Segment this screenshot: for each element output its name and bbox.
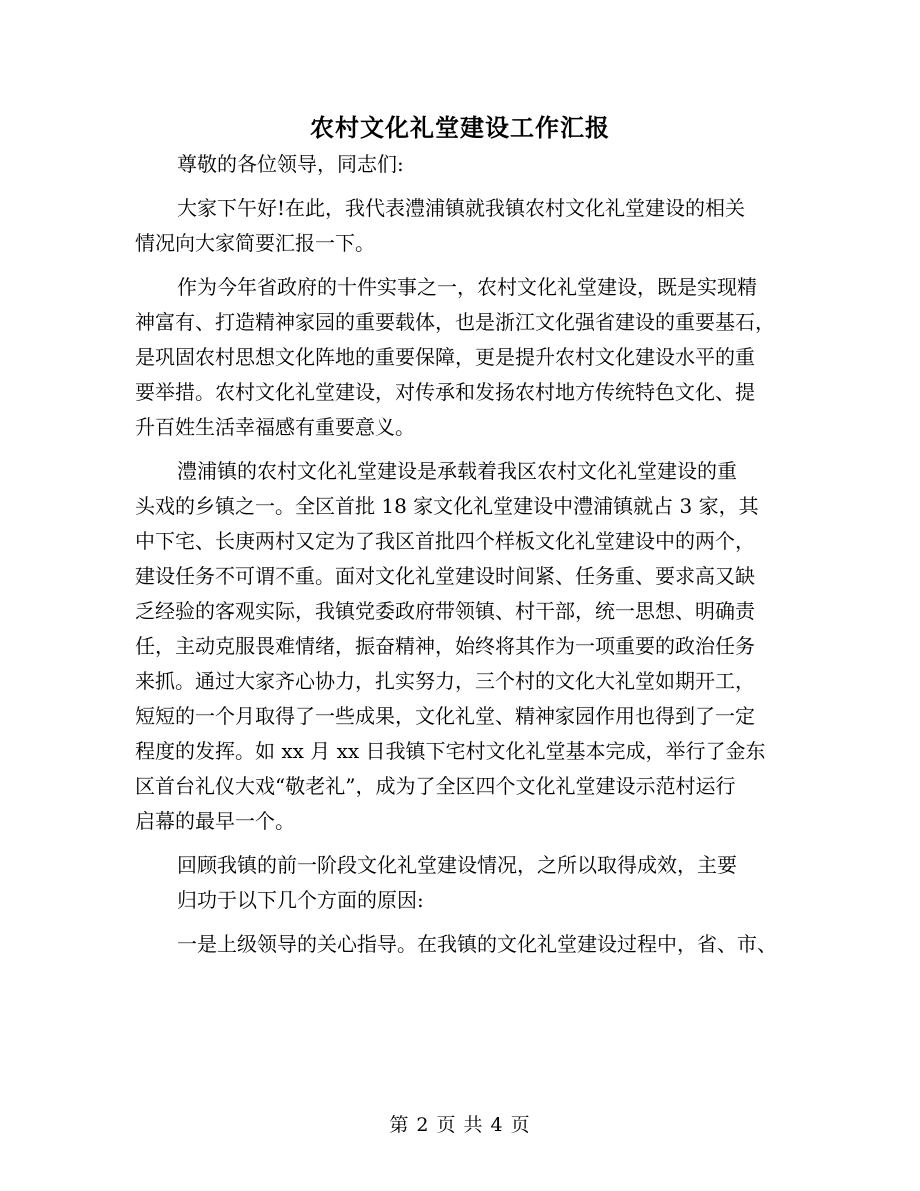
paragraph-line: 头戏的乡镇之一。全区首批 18 家文化礼堂建设中澧浦镇就占 3 家，其 [135, 494, 759, 518]
paragraph-line: 建设任务不可谓不重。面对文化礼堂建设时间紧、任务重、要求高又缺 [135, 564, 755, 588]
paragraph-line: 作为今年省政府的十件实事之一，农村文化礼堂建设，既是实现精 [177, 275, 757, 299]
paragraph-line: 归功于以下几个方面的原因: [177, 888, 424, 912]
paragraph-line: 要举措。农村文化礼堂建设，对传承和发扬农村地方传统特色文化、提 [135, 380, 755, 404]
document-body [135, 147, 785, 962]
paragraph-line: 来抓。通过大家齐心协力，扎实努力，三个村的文化大礼堂如期开工， [135, 669, 755, 693]
page-number-footer: 第 2 页 共 4 页 [389, 1114, 531, 1136]
document-title: 农村文化礼堂建设工作汇报 [310, 113, 610, 142]
paragraph-line: 是巩固农村思想文化阵地的重要保障，更是提升农村文化建设水平的重 [135, 345, 755, 369]
paragraph-line: 大家下午好!在此，我代表澧浦镇就我镇农村文化礼堂建设的相关 [177, 196, 746, 220]
paragraph-line: 回顾我镇的前一阶段文化礼堂建设情况，之所以取得成效，主要 [177, 853, 737, 877]
paragraph-line: 一是上级领导的关心指导。在我镇的文化礼堂建设过程中，省、市、 [177, 932, 777, 956]
paragraph-line: 神富有、打造精神家园的重要载体，也是浙江文化强省建设的重要基石， [135, 310, 775, 334]
paragraph-line: 启幕的最早一个。 [135, 809, 295, 833]
paragraph-line: 短短的一个月取得了一些成果，文化礼堂、精神家园作用也得到了一定 [135, 704, 755, 728]
salutation: 尊敬的各位领导，同志们: [177, 152, 404, 176]
paragraph-line: 升百姓生活幸福感有重要意义。 [135, 415, 415, 439]
paragraph-line: 情况向大家简要汇报一下。 [135, 231, 375, 255]
paragraph-line: 乏经验的客观实际，我镇党委政府带领镇、村干部，统一思想、明确责 [135, 599, 755, 623]
paragraph-line: 澧浦镇的农村文化礼堂建设是承载着我区农村文化礼堂建设的重 [177, 459, 737, 483]
paragraph-line: 中下宅、长庚两村又定为了我区首批四个样板文化礼堂建设中的两个， [135, 529, 755, 553]
paragraph-line: 程度的发挥。如 xx 月 xx 日我镇下宅村文化礼堂基本完成，举行了金东 [135, 739, 766, 763]
paragraph-line: 任，主动克服畏难情绪，振奋精神，始终将其作为一项重要的政治任务 [135, 634, 755, 658]
paragraph-line: 区首台礼仪大戏“敬老礼”，成为了全区四个文化礼堂建设示范村运行 [135, 774, 736, 798]
